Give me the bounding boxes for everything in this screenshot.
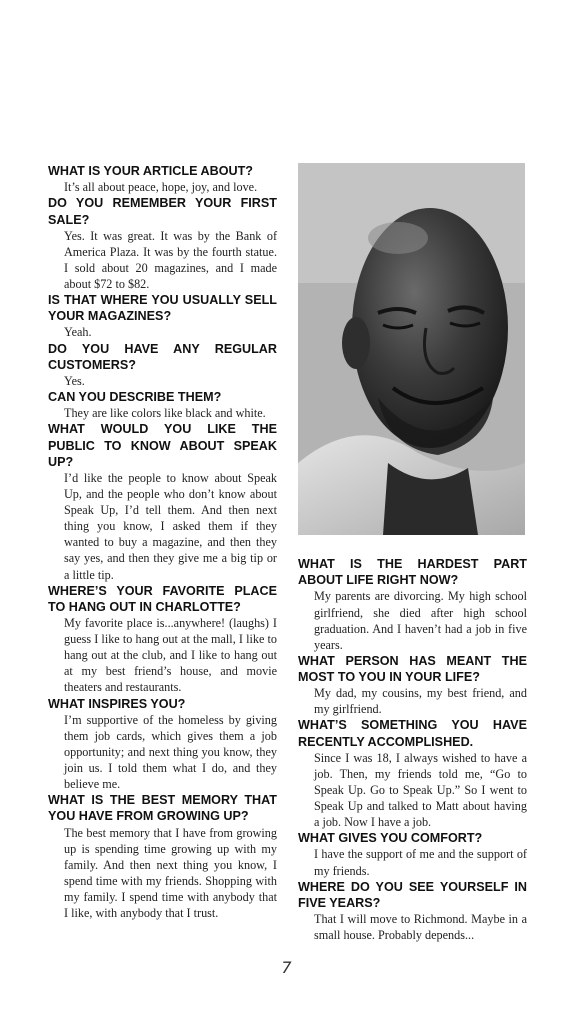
portrait-illustration: [298, 163, 525, 535]
answer-text: Since I was 18, I always wished to have a job. Then, my friends told me, “Go to Speak Up. Go to Speak Up.” So I went to Speak Up and talked to Matt about having a job. Now I have a job.: [314, 750, 527, 830]
left-column: [48, 163, 277, 921]
question-heading: WHERE’S YOUR FAVORITE PLACE TO HANG OUT IN CHARLOTTE?: [48, 583, 277, 614]
right-column: [298, 556, 527, 943]
answer-text: I’m supportive of the homeless by giving them job cards, which gives them a job opportunity; and next thing you know, they join us. I told them what I do, and they believe me.: [64, 712, 277, 792]
question-heading: DO YOU HAVE ANY REGULAR CUSTOMERS?: [48, 341, 277, 372]
question-heading: WHAT WOULD YOU LIKE THE PUBLIC TO KNOW ABOUT SPEAK UP?: [48, 422, 277, 469]
question-heading: WHAT IS THE BEST MEMORY THAT YOU HAVE FROM GROWING UP?: [48, 793, 277, 824]
question-heading: WHAT’S SOMETHING YOU HAVE RECENTLY ACCOMPLISHED.: [298, 718, 527, 749]
answer-text: They are like colors like black and white.: [64, 406, 266, 421]
question-heading: WHAT GIVES YOU COMFORT?: [298, 831, 483, 846]
question-heading: WHAT INSPIRES YOU?: [48, 696, 186, 711]
answer-text: My favorite place is...anywhere! (laughs) I guess I like to hang out at the mall, I like to hang out at the club, and I like to hang out at my best friend’s house, and movie theaters and restaurants.: [64, 616, 277, 695]
question-heading: CAN YOU DESCRIBE THEM?: [48, 390, 222, 405]
answer-text: It’s all about peace, hope, joy, and love.: [64, 180, 258, 195]
answer-text: Yes. It was great. It was by the Bank of America Plaza. It was by the fourth statue. I sold about 20 magazines, and I made about $72 to $82.: [64, 228, 277, 291]
answer-text: I have the support of me and the support of my friends.: [314, 847, 527, 878]
question-heading: WHERE DO YOU SEE YOURSELF IN FIVE YEARS?: [298, 879, 527, 910]
answer-text: Yeah.: [64, 325, 92, 340]
answer-text: I’d like the people to know about Speak Up, and the people who don’t know about Speak Up, I’d tell them. And then next thing you know, I asked them if they wanted to buy a magazine, and then they say yes, and then they give me a big tip or a little tip.: [64, 470, 277, 582]
answer-text: The best memory that I have from growing up is spending time growing up with my family. And then next thing you know, I spend time with my friends. Shopping with my family. I spend time with anybody that I like, with anybody that I trust.: [64, 825, 277, 921]
answer-text: My parents are divorcing. My high school girlfriend, she died after high school graduation. And I haven’t had a job in five years.: [314, 589, 527, 652]
question-heading: WHAT PERSON HAS MEANT THE MOST TO YOU IN YOUR LIFE?: [298, 653, 527, 684]
page-number: 7: [281, 958, 292, 977]
question-heading: WHAT IS YOUR ARTICLE ABOUT?: [48, 164, 253, 178]
answer-text: That I will move to Richmond. Maybe in a small house. Probably depends...: [314, 912, 527, 943]
portrait-photo: [298, 163, 525, 535]
answer-text: My dad, my cousins, my best friend, and my girlfriend.: [314, 686, 527, 717]
question-heading: WHAT IS THE HARDEST PART ABOUT LIFE RIGHT NOW?: [298, 557, 527, 588]
question-heading: IS THAT WHERE YOU USUALLY SELL YOUR MAGAZINES?: [48, 293, 277, 324]
question-heading: DO YOU REMEMBER YOUR FIRST SALE?: [48, 196, 277, 227]
answer-text: Yes.: [64, 373, 85, 388]
